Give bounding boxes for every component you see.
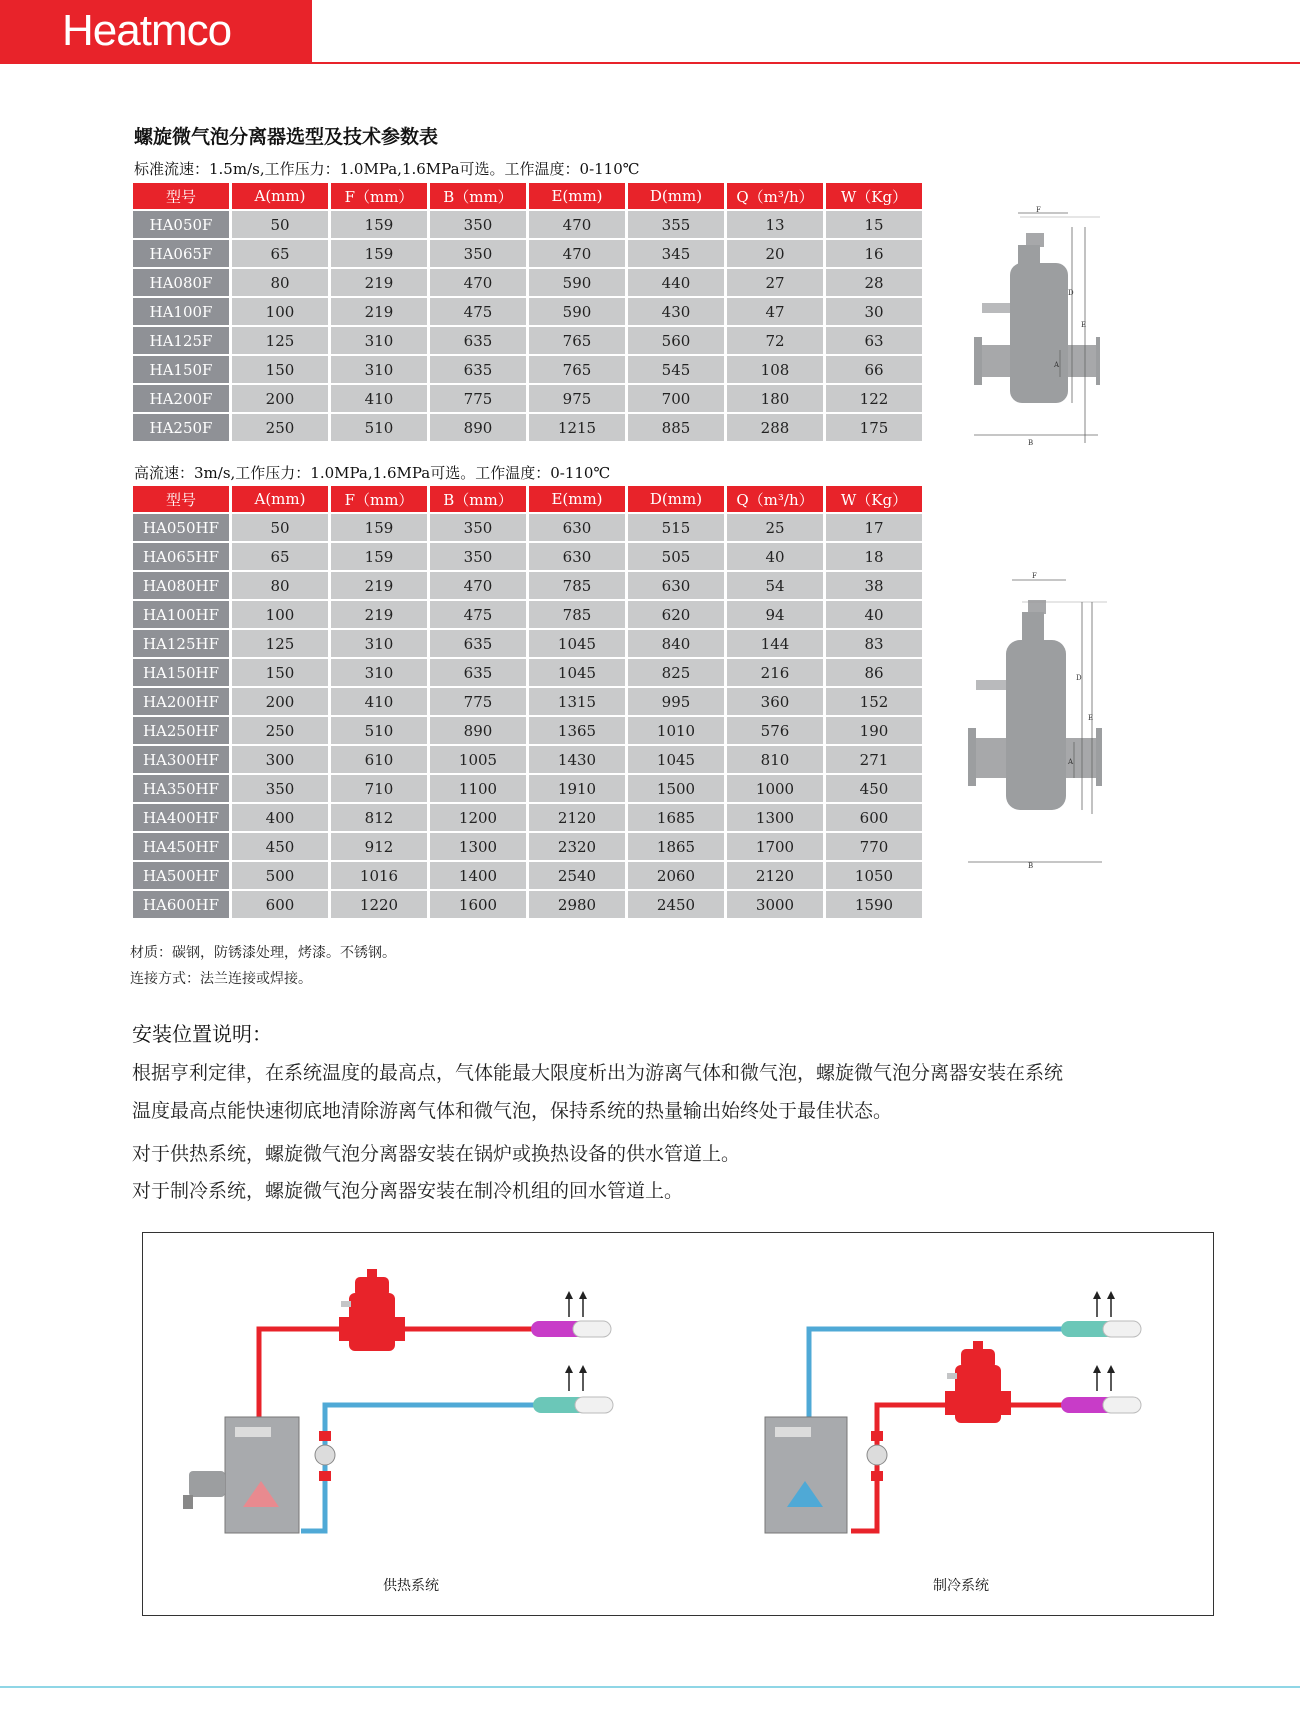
value-cell: 66 [826, 356, 922, 383]
value-cell: 100 [232, 601, 328, 628]
value-cell: 86 [826, 659, 922, 686]
value-cell: 630 [529, 514, 625, 541]
value-cell: 47 [727, 298, 823, 325]
return-emitter-icon [533, 1365, 613, 1413]
column-header: 型号 [133, 486, 229, 512]
table-row [133, 414, 922, 441]
connection-note: 连接方式：法兰连接或焊接。 [130, 971, 312, 987]
value-cell: 219 [331, 572, 427, 599]
install-paragraph: 对于制冷系统，螺旋微气泡分离器安装在制冷机组的回水管道上。 [132, 1180, 684, 1202]
value-cell: 995 [628, 688, 724, 715]
table-row [133, 688, 922, 715]
value-cell: 450 [232, 833, 328, 860]
brand-logo: Heatmco [62, 6, 232, 55]
value-cell: 1005 [430, 746, 526, 773]
value-cell: 470 [529, 211, 625, 238]
value-cell: 125 [232, 630, 328, 657]
value-cell: 345 [628, 240, 724, 267]
system-diagram-box [142, 1232, 1214, 1616]
table-row [133, 775, 922, 802]
value-cell: 175 [826, 414, 922, 441]
value-cell: 912 [331, 833, 427, 860]
value-cell: 150 [232, 356, 328, 383]
table-header-row [133, 486, 922, 512]
value-cell: 2120 [727, 862, 823, 889]
value-cell: 560 [628, 327, 724, 354]
dimension-label-e: E [1088, 714, 1094, 722]
high-condition: 高流速：3m/s,工作压力：1.0MPa,1.6MPa可选。工作温度：0-110℃ [134, 464, 611, 482]
model-cell: HA080F [133, 269, 229, 296]
value-cell: 1590 [826, 891, 922, 918]
separator-dimension-drawing-standard [960, 205, 1100, 450]
value-cell: 635 [430, 630, 526, 657]
model-cell: HA050HF [133, 514, 229, 541]
model-cell: HA600HF [133, 891, 229, 918]
value-cell: 50 [232, 211, 328, 238]
model-cell: HA450HF [133, 833, 229, 860]
value-cell: 1016 [331, 862, 427, 889]
value-cell: 430 [628, 298, 724, 325]
value-cell: 216 [727, 659, 823, 686]
value-cell: 25 [727, 514, 823, 541]
value-cell: 219 [331, 269, 427, 296]
value-cell: 40 [826, 601, 922, 628]
column-header: 型号 [133, 183, 229, 209]
value-cell: 470 [529, 240, 625, 267]
value-cell: 219 [331, 601, 427, 628]
value-cell: 410 [331, 385, 427, 412]
value-cell: 360 [727, 688, 823, 715]
model-cell: HA050F [133, 211, 229, 238]
column-header: F（mm） [331, 486, 427, 512]
value-cell: 770 [826, 833, 922, 860]
dimension-label-f: F [1032, 572, 1037, 580]
dimension-label-e: E [1081, 321, 1087, 329]
value-cell: 63 [826, 327, 922, 354]
value-cell: 108 [727, 356, 823, 383]
value-cell: 152 [826, 688, 922, 715]
value-cell: 630 [628, 572, 724, 599]
value-cell: 54 [727, 572, 823, 599]
column-header: D(mm) [628, 486, 724, 512]
vent-valve-icon [1026, 233, 1044, 247]
install-title: 安装位置说明： [132, 1022, 272, 1046]
pump-icon [867, 1431, 887, 1481]
table-row [133, 659, 922, 686]
value-cell: 1700 [727, 833, 823, 860]
pump-icon [315, 1431, 335, 1481]
model-cell: HA200F [133, 385, 229, 412]
value-cell: 1685 [628, 804, 724, 831]
value-cell: 975 [529, 385, 625, 412]
table-row [133, 804, 922, 831]
model-cell: HA125F [133, 327, 229, 354]
table-row [133, 298, 922, 325]
value-cell: 635 [430, 327, 526, 354]
value-cell: 159 [331, 211, 427, 238]
value-cell: 350 [430, 514, 526, 541]
chiller-icon [765, 1417, 847, 1533]
value-cell: 515 [628, 514, 724, 541]
column-header: B（mm） [430, 486, 526, 512]
value-cell: 65 [232, 240, 328, 267]
table-row [133, 862, 922, 889]
value-cell: 200 [232, 385, 328, 412]
column-header: B（mm） [430, 183, 526, 209]
dimension-label-d: D [1076, 674, 1082, 682]
value-cell: 1050 [826, 862, 922, 889]
cooling-system-label: 制冷系统 [933, 1578, 989, 1594]
value-cell: 1430 [529, 746, 625, 773]
value-cell: 16 [826, 240, 922, 267]
table-row [133, 833, 922, 860]
value-cell: 700 [628, 385, 724, 412]
value-cell: 590 [529, 269, 625, 296]
value-cell: 80 [232, 572, 328, 599]
value-cell: 38 [826, 572, 922, 599]
value-cell: 159 [331, 543, 427, 570]
value-cell: 635 [430, 356, 526, 383]
value-cell: 440 [628, 269, 724, 296]
value-cell: 150 [232, 659, 328, 686]
table-row [133, 385, 922, 412]
value-cell: 180 [727, 385, 823, 412]
value-cell: 475 [430, 601, 526, 628]
value-cell: 20 [727, 240, 823, 267]
value-cell: 600 [232, 891, 328, 918]
model-cell: HA400HF [133, 804, 229, 831]
value-cell: 1300 [727, 804, 823, 831]
table-row [133, 601, 922, 628]
table-row [133, 891, 922, 918]
value-cell: 17 [826, 514, 922, 541]
column-header: E(mm) [529, 183, 625, 209]
model-cell: HA150F [133, 356, 229, 383]
value-cell: 470 [430, 269, 526, 296]
value-cell: 83 [826, 630, 922, 657]
value-cell: 1000 [727, 775, 823, 802]
value-cell: 510 [331, 414, 427, 441]
model-cell: HA250HF [133, 717, 229, 744]
value-cell: 190 [826, 717, 922, 744]
value-cell: 122 [826, 385, 922, 412]
model-cell: HA100F [133, 298, 229, 325]
column-header: D(mm) [628, 183, 724, 209]
value-cell: 500 [232, 862, 328, 889]
model-cell: HA150HF [133, 659, 229, 686]
table-row [133, 240, 922, 267]
value-cell: 80 [232, 269, 328, 296]
value-cell: 576 [727, 717, 823, 744]
column-header: W（Kg） [826, 183, 922, 209]
value-cell: 1315 [529, 688, 625, 715]
value-cell: 50 [232, 514, 328, 541]
model-cell: HA500HF [133, 862, 229, 889]
page-title: 螺旋微气泡分离器选型及技术参数表 [134, 126, 439, 148]
value-cell: 310 [331, 659, 427, 686]
value-cell: 2450 [628, 891, 724, 918]
table-row [133, 211, 922, 238]
value-cell: 350 [430, 211, 526, 238]
value-cell: 125 [232, 327, 328, 354]
high-speed-spec-table [130, 484, 925, 920]
value-cell: 144 [727, 630, 823, 657]
table-row [133, 543, 922, 570]
value-cell: 2540 [529, 862, 625, 889]
footer-divider [0, 1686, 1300, 1688]
value-cell: 310 [331, 327, 427, 354]
column-header: E(mm) [529, 486, 625, 512]
value-cell: 470 [430, 572, 526, 599]
material-note: 材质：碳钢，防锈漆处理，烤漆。不锈钢。 [130, 945, 396, 961]
value-cell: 825 [628, 659, 724, 686]
table-row [133, 356, 922, 383]
value-cell: 710 [331, 775, 427, 802]
chilled-emitter-icon [1061, 1291, 1141, 1337]
value-cell: 40 [727, 543, 823, 570]
value-cell: 1215 [529, 414, 625, 441]
model-cell: HA065HF [133, 543, 229, 570]
separator-dimension-drawing-high-speed [962, 570, 1107, 870]
table-row [133, 717, 922, 744]
return-emitter-icon [1061, 1365, 1141, 1413]
value-cell: 1400 [430, 862, 526, 889]
value-cell: 271 [826, 746, 922, 773]
value-cell: 310 [331, 630, 427, 657]
dimension-label-f: F [1036, 206, 1041, 214]
value-cell: 159 [331, 240, 427, 267]
value-cell: 310 [331, 356, 427, 383]
table-row [133, 572, 922, 599]
value-cell: 1500 [628, 775, 724, 802]
value-cell: 635 [430, 659, 526, 686]
table-row [133, 327, 922, 354]
header-divider [312, 62, 1300, 64]
table-row [133, 746, 922, 773]
value-cell: 1010 [628, 717, 724, 744]
column-header: F（mm） [331, 183, 427, 209]
value-cell: 812 [331, 804, 427, 831]
value-cell: 2120 [529, 804, 625, 831]
value-cell: 72 [727, 327, 823, 354]
value-cell: 30 [826, 298, 922, 325]
value-cell: 65 [232, 543, 328, 570]
install-paragraph: 根据亨利定律，在系统温度的最高点，气体能最大限度析出为游离气体和微气泡，螺旋微气泡分离器安装在系统 [132, 1062, 1064, 1084]
air-separator-icon [945, 1341, 1011, 1423]
install-paragraph: 对于供热系统，螺旋微气泡分离器安装在锅炉或换热设备的供水管道上。 [132, 1143, 741, 1165]
dimension-label-a: A [1054, 361, 1060, 369]
standard-spec-table [130, 181, 925, 443]
value-cell: 2980 [529, 891, 625, 918]
value-cell: 630 [529, 543, 625, 570]
model-cell: HA125HF [133, 630, 229, 657]
heating-system-diagram [183, 1269, 613, 1533]
value-cell: 545 [628, 356, 724, 383]
value-cell: 505 [628, 543, 724, 570]
value-cell: 350 [232, 775, 328, 802]
value-cell: 610 [331, 746, 427, 773]
value-cell: 810 [727, 746, 823, 773]
value-cell: 100 [232, 298, 328, 325]
install-paragraph: 温度最高点能快速彻底地清除游离气体和微气泡，保持系统的热量输出始终处于最佳状态。 [132, 1100, 893, 1122]
value-cell: 620 [628, 601, 724, 628]
value-cell: 300 [232, 746, 328, 773]
value-cell: 1045 [529, 659, 625, 686]
standard-condition: 标准流速：1.5m/s,工作压力：1.0MPa,1.6MPa可选。工作温度：0-110℃ [134, 160, 640, 178]
value-cell: 1045 [628, 746, 724, 773]
value-cell: 765 [529, 327, 625, 354]
value-cell: 250 [232, 414, 328, 441]
dimension-label-b: B [1028, 862, 1034, 870]
system-diagram [143, 1233, 1213, 1615]
table-row [133, 269, 922, 296]
cooling-system-diagram [765, 1291, 1141, 1533]
air-separator-icon [339, 1269, 405, 1351]
value-cell: 2320 [529, 833, 625, 860]
value-cell: 28 [826, 269, 922, 296]
value-cell: 1600 [430, 891, 526, 918]
model-cell: HA100HF [133, 601, 229, 628]
model-cell: HA300HF [133, 746, 229, 773]
value-cell: 510 [331, 717, 427, 744]
value-cell: 250 [232, 717, 328, 744]
value-cell: 400 [232, 804, 328, 831]
value-cell: 200 [232, 688, 328, 715]
value-cell: 775 [430, 385, 526, 412]
value-cell: 600 [826, 804, 922, 831]
value-cell: 159 [331, 514, 427, 541]
value-cell: 1220 [331, 891, 427, 918]
value-cell: 1045 [529, 630, 625, 657]
value-cell: 475 [430, 298, 526, 325]
value-cell: 410 [331, 688, 427, 715]
value-cell: 775 [430, 688, 526, 715]
model-cell: HA065F [133, 240, 229, 267]
value-cell: 27 [727, 269, 823, 296]
value-cell: 1865 [628, 833, 724, 860]
value-cell: 219 [331, 298, 427, 325]
value-cell: 1200 [430, 804, 526, 831]
table-row [133, 514, 922, 541]
value-cell: 2060 [628, 862, 724, 889]
value-cell: 885 [628, 414, 724, 441]
dimension-label-a: A [1068, 758, 1074, 766]
value-cell: 15 [826, 211, 922, 238]
table-header-row [133, 183, 922, 209]
value-cell: 840 [628, 630, 724, 657]
value-cell: 350 [430, 543, 526, 570]
dimension-label-b: B [1028, 439, 1034, 447]
value-cell: 590 [529, 298, 625, 325]
value-cell: 355 [628, 211, 724, 238]
value-cell: 3000 [727, 891, 823, 918]
boiler-icon [183, 1417, 299, 1533]
value-cell: 13 [727, 211, 823, 238]
model-cell: HA250F [133, 414, 229, 441]
table-row [133, 630, 922, 657]
heat-emitter-icon [531, 1291, 611, 1337]
value-cell: 94 [727, 601, 823, 628]
value-cell: 1100 [430, 775, 526, 802]
value-cell: 785 [529, 601, 625, 628]
model-cell: HA350HF [133, 775, 229, 802]
value-cell: 350 [430, 240, 526, 267]
column-header: A(mm) [232, 183, 328, 209]
dimension-label-d: D [1068, 289, 1074, 297]
value-cell: 18 [826, 543, 922, 570]
model-cell: HA080HF [133, 572, 229, 599]
value-cell: 450 [826, 775, 922, 802]
value-cell: 1910 [529, 775, 625, 802]
column-header: W（Kg） [826, 486, 922, 512]
column-header: Q（m³/h） [727, 183, 823, 209]
value-cell: 288 [727, 414, 823, 441]
value-cell: 890 [430, 717, 526, 744]
value-cell: 765 [529, 356, 625, 383]
column-header: Q（m³/h） [727, 486, 823, 512]
value-cell: 1365 [529, 717, 625, 744]
value-cell: 890 [430, 414, 526, 441]
value-cell: 785 [529, 572, 625, 599]
heating-system-label: 供热系统 [383, 1578, 439, 1594]
value-cell: 1300 [430, 833, 526, 860]
column-header: A(mm) [232, 486, 328, 512]
model-cell: HA200HF [133, 688, 229, 715]
